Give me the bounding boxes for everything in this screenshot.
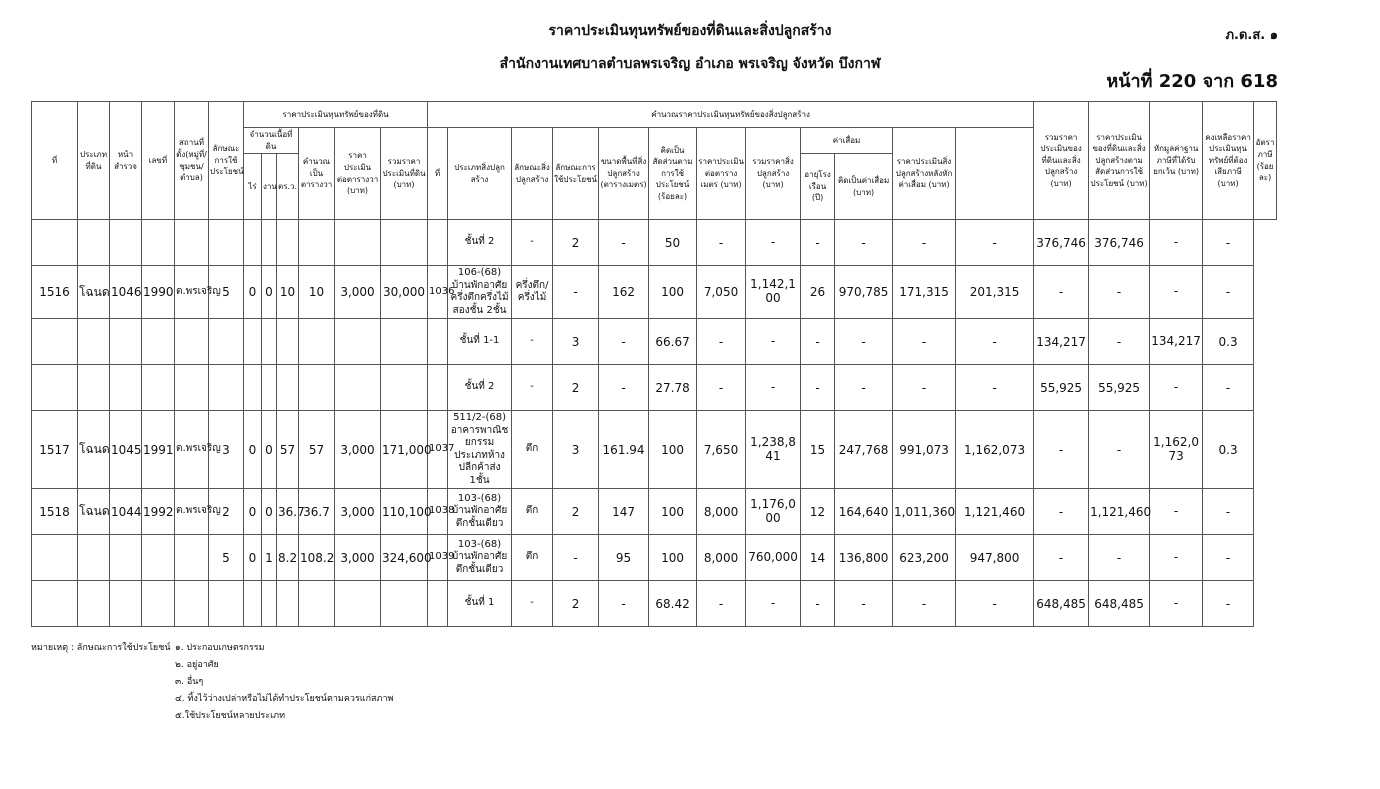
- cell-depr-amount: 164,640: [835, 489, 893, 535]
- group-building-value: คำนวณราคาประเมินทุนทรัพย์ของสิ่งปลูกสร้าง: [428, 102, 1034, 128]
- cell-land-total: [381, 220, 428, 266]
- cell-bldg-no: 1039: [428, 535, 448, 581]
- cell-bldg-after-depr: -: [893, 581, 956, 627]
- col-calc-sqwa: คำนวณเป็นตารางวา: [299, 128, 335, 220]
- cell-bldg-kind: ตึก: [512, 535, 553, 581]
- table-row: [32, 319, 1277, 365]
- cell-no: 1517: [32, 411, 78, 489]
- cell-survey-page: 1045: [110, 411, 142, 489]
- cell-depr-amount: 247,768: [835, 411, 893, 489]
- cell-location: [175, 535, 209, 581]
- cell-bldg-no: [428, 365, 448, 411]
- cell-tax-rate: -: [1203, 266, 1254, 319]
- cell-sqwa: [277, 220, 299, 266]
- col-land-type: ประเภทที่ดิน: [78, 102, 110, 220]
- note-row: [31, 657, 393, 674]
- cell-bldg-kind: -: [512, 365, 553, 411]
- col-price-per-sqwa: ราคาประเมินต่อตารางวา (บาท): [335, 128, 381, 220]
- cell-land-type: โฉนด: [78, 489, 110, 535]
- cell-total-land-bldg: -: [956, 365, 1034, 411]
- cell-land-total: [381, 581, 428, 627]
- col-exemption: หักมูลค่าฐานภาษีที่ได้รับยกเว้น (บาท): [1150, 102, 1203, 220]
- cell-location: ต.พรเจริญ: [175, 266, 209, 319]
- cell-land-total: 110,100: [381, 489, 428, 535]
- cell-sqwa: [277, 365, 299, 411]
- cell-sqwa: [277, 581, 299, 627]
- cell-bldg-area: 95: [599, 535, 649, 581]
- col-building-kind: ลักษณะสิ่งปลูกสร้าง: [512, 128, 553, 220]
- cell-price-per-sqwa: 3,000: [335, 411, 381, 489]
- cell-land-type: [78, 365, 110, 411]
- cell-usage-pct: 68.42: [649, 581, 697, 627]
- cell-remaining: -: [1150, 365, 1203, 411]
- cell-location: [175, 581, 209, 627]
- cell-bldg-no: 1038: [428, 489, 448, 535]
- col-sqwa: ตร.ว.: [277, 154, 299, 220]
- cell-sqwa: 36.7: [277, 489, 299, 535]
- cell-location: [175, 220, 209, 266]
- cell-survey-page: 1044: [110, 489, 142, 535]
- cell-survey-page: [110, 365, 142, 411]
- cell-ngan: [262, 319, 277, 365]
- cell-calc-sqwa: 10: [299, 266, 335, 319]
- cell-bldg-type: ชั้นที่ 2: [448, 365, 512, 411]
- cell-bldg-area: 147: [599, 489, 649, 535]
- cell-age: 26: [801, 266, 835, 319]
- cell-exemption: -: [1089, 411, 1150, 489]
- cell-bldg-kind: -: [512, 581, 553, 627]
- cell-number: 1992: [142, 489, 175, 535]
- cell-bldg-total: -: [746, 220, 801, 266]
- cell-survey-page: 1046: [110, 266, 142, 319]
- cell-age: -: [801, 220, 835, 266]
- cell-number: 1991: [142, 411, 175, 489]
- cell-bldg-after-depr: 991,073: [893, 411, 956, 489]
- cell-age: -: [801, 319, 835, 365]
- cell-price-per-sqwa: [335, 581, 381, 627]
- cell-bldg-after-depr: -: [893, 365, 956, 411]
- col-building-area: ขนาดพื้นที่สิ่งปลูกสร้าง (ตารางเมตร): [599, 128, 649, 220]
- cell-land-total: [381, 319, 428, 365]
- cell-usage-pct: 27.78: [649, 365, 697, 411]
- cell-exemption: -: [1089, 266, 1150, 319]
- cell-price-per-sqwa: [335, 319, 381, 365]
- cell-total-land-bldg: 947,800: [956, 535, 1034, 581]
- cell-bldg-usage: 2: [553, 220, 599, 266]
- cell-land-total: 30,000: [381, 266, 428, 319]
- cell-bldg-type: 103-(68) บ้านพักอาศัยตึกชั้นเดียว: [448, 489, 512, 535]
- cell-no: [32, 581, 78, 627]
- table-row: [32, 266, 1277, 319]
- table-row: [32, 220, 1277, 266]
- cell-price-per-sqm: -: [697, 319, 746, 365]
- cell-bldg-after-depr: 171,315: [893, 266, 956, 319]
- cell-survey-page: [110, 220, 142, 266]
- cell-usage-pct: 66.67: [649, 319, 697, 365]
- col-usage: ลักษณะการใช้ประโยชน์: [209, 102, 244, 220]
- cell-depr-amount: -: [835, 319, 893, 365]
- cell-bldg-total: -: [746, 319, 801, 365]
- cell-age: 15: [801, 411, 835, 489]
- cell-bldg-kind: ตึก: [512, 411, 553, 489]
- cell-ngan: [262, 365, 277, 411]
- cell-age: -: [801, 365, 835, 411]
- cell-land-type: โฉนด: [78, 411, 110, 489]
- report-title: ราคาประเมินทุนทรัพย์ของที่ดินและสิ่งปลูกสร้าง: [548, 23, 832, 39]
- table-row: [32, 535, 1277, 581]
- cell-usage-pct: 100: [649, 535, 697, 581]
- cell-sqwa: 10: [277, 266, 299, 319]
- col-price-per-sqm: ราคาประเมินต่อตารางเมตร (บาท): [697, 128, 746, 220]
- cell-age: -: [801, 581, 835, 627]
- cell-usage-pct: 100: [649, 266, 697, 319]
- cell-ngan: 0: [262, 266, 277, 319]
- cell-calc-sqwa: [299, 581, 335, 627]
- col-building-total: รวมราคาสิ่งปลูกสร้าง (บาท): [746, 128, 801, 220]
- cell-price-per-sqm: 8,000: [697, 535, 746, 581]
- col-depreciation-amount: คิดเป็นค่าเสื่อม (บาท): [835, 154, 893, 220]
- cell-bldg-no: 1036: [428, 266, 448, 319]
- cell-bldg-total: 1,176,000: [746, 489, 801, 535]
- cell-bldg-usage: -: [553, 266, 599, 319]
- cell-no: [32, 220, 78, 266]
- cell-bldg-area: -: [599, 365, 649, 411]
- cell-price-per-sqm: -: [697, 220, 746, 266]
- cell-no: 1518: [32, 489, 78, 535]
- note-item: ๓. อื่นๆ: [175, 677, 204, 687]
- cell-exemption: 648,485: [1089, 581, 1150, 627]
- cell-bldg-area: -: [599, 581, 649, 627]
- cell-depr-amount: 970,785: [835, 266, 893, 319]
- cell-land-total: 324,600: [381, 535, 428, 581]
- cell-no: [32, 535, 78, 581]
- cell-location: ต.พรเจริญ: [175, 489, 209, 535]
- cell-bldg-usage: 3: [553, 411, 599, 489]
- cell-usage-pct: 50: [649, 220, 697, 266]
- cell-calc-sqwa: [299, 319, 335, 365]
- col-location: สถานที่ตั้ง(หมู่ที่/ชุมชน/ตำบล): [175, 102, 209, 220]
- cell-bldg-kind: ครึ่งตึก/ครึ่งไม้: [512, 266, 553, 319]
- cell-calc-sqwa: [299, 220, 335, 266]
- cell-bldg-type: ชั้นที่ 1-1: [448, 319, 512, 365]
- cell-bldg-after-depr: -: [893, 319, 956, 365]
- cell-calc-sqwa: 57: [299, 411, 335, 489]
- cell-bldg-usage: 2: [553, 365, 599, 411]
- cell-ngan: 0: [262, 489, 277, 535]
- col-building-after-depreciation: ราคาประเมินสิ่งปลูกสร้างหลังหักค่าเสื่อม (บาท): [893, 128, 956, 220]
- col-land-total: รวมราคาประเมินที่ดิน (บาท): [381, 128, 428, 220]
- cell-depr-amount: -: [835, 581, 893, 627]
- group-land-value: ราคาประเมินทุนทรัพย์ของที่ดิน: [244, 102, 428, 128]
- cell-usage: 3: [209, 411, 244, 489]
- cell-ngan: 0: [262, 411, 277, 489]
- cell-bldg-no: [428, 581, 448, 627]
- cell-survey-page: [110, 581, 142, 627]
- notes-section: [31, 640, 393, 725]
- cell-no: [32, 319, 78, 365]
- cell-price-per-sqwa: [335, 365, 381, 411]
- cell-by-usage-price: 134,217: [1034, 319, 1089, 365]
- cell-remaining: 1,162,073: [1150, 411, 1203, 489]
- cell-bldg-type: 106-(68) บ้านพักอาศัยครึ่งตึกครึ่งไม้สองชั้น 2ชั้น: [448, 266, 512, 319]
- cell-calc-sqwa: [299, 365, 335, 411]
- cell-depr-amount: -: [835, 365, 893, 411]
- table-row: [32, 411, 1277, 489]
- cell-by-usage-price: -: [1034, 266, 1089, 319]
- table-row: [32, 365, 1277, 411]
- cell-number: [142, 319, 175, 365]
- cell-tax-rate: 0.3: [1203, 319, 1254, 365]
- cell-bldg-area: -: [599, 220, 649, 266]
- cell-by-usage-price: -: [1034, 535, 1089, 581]
- cell-rai: 0: [244, 535, 262, 581]
- col-ngan: งาน: [262, 154, 277, 220]
- cell-land-type: [78, 581, 110, 627]
- cell-bldg-after-depr: -: [893, 220, 956, 266]
- cell-survey-page: [110, 535, 142, 581]
- cell-exemption: 376,746: [1089, 220, 1150, 266]
- cell-number: [142, 220, 175, 266]
- cell-exemption: -: [1089, 319, 1150, 365]
- cell-location: [175, 319, 209, 365]
- cell-rai: [244, 319, 262, 365]
- cell-price-per-sqm: 8,000: [697, 489, 746, 535]
- cell-remaining: 134,217: [1150, 319, 1203, 365]
- cell-usage: 5: [209, 266, 244, 319]
- note-row: [31, 691, 393, 708]
- cell-no: [32, 365, 78, 411]
- cell-number: [142, 365, 175, 411]
- note-item: ๒. อยู่อาศัย: [175, 660, 219, 670]
- cell-bldg-usage: -: [553, 535, 599, 581]
- cell-by-usage-price: 376,746: [1034, 220, 1089, 266]
- cell-sqwa: [277, 319, 299, 365]
- cell-bldg-area: 162: [599, 266, 649, 319]
- assessment-table: [31, 101, 1277, 627]
- cell-price-per-sqwa: [335, 220, 381, 266]
- col-usage-percent: คิดเป็นสัดส่วนตามการใช้ประโยชน์ (ร้อยละ): [649, 128, 697, 220]
- cell-exemption: 1,121,460: [1089, 489, 1150, 535]
- cell-by-usage-price: -: [1034, 489, 1089, 535]
- group-land-area: จำนวนเนื้อที่ดิน: [244, 128, 299, 154]
- cell-age: 14: [801, 535, 835, 581]
- cell-price-per-sqm: -: [697, 581, 746, 627]
- col-age: อายุโรงเรือน (ปี): [801, 154, 835, 220]
- cell-total-land-bldg: 201,315: [956, 266, 1034, 319]
- col-by-usage-price: ราคาประเมินของที่ดินและสิ่งปลูกสร้างตามสัดส่วนการใช้ประโยชน์ (บาท): [1089, 102, 1150, 220]
- office-name: สำนักงานเทศบาลตำบลพรเจริญ อำเภอ พรเจริญ จังหวัด บึงกาฬ: [499, 56, 881, 72]
- cell-price-per-sqwa: 3,000: [335, 266, 381, 319]
- cell-land-type: [78, 319, 110, 365]
- cell-by-usage-price: 55,925: [1034, 365, 1089, 411]
- cell-number: [142, 581, 175, 627]
- cell-ngan: [262, 220, 277, 266]
- cell-tax-rate: 0.3: [1203, 411, 1254, 489]
- cell-sqwa: 8.2: [277, 535, 299, 581]
- cell-price-per-sqm: 7,050: [697, 266, 746, 319]
- note-row: [31, 708, 393, 725]
- cell-rai: 0: [244, 489, 262, 535]
- cell-land-type: โฉนด: [78, 266, 110, 319]
- col-building-usage: ลักษณะการใช้ประโยชน์: [553, 128, 599, 220]
- cell-land-type: [78, 535, 110, 581]
- cell-calc-sqwa: 108.2: [299, 535, 335, 581]
- cell-bldg-total: -: [746, 365, 801, 411]
- cell-tax-rate: -: [1203, 489, 1254, 535]
- cell-land-type: [78, 220, 110, 266]
- cell-usage: [209, 581, 244, 627]
- cell-survey-page: [110, 319, 142, 365]
- cell-remaining: -: [1150, 489, 1203, 535]
- cell-bldg-no: [428, 319, 448, 365]
- cell-tax-rate: -: [1203, 581, 1254, 627]
- cell-bldg-no: 1037: [428, 411, 448, 489]
- cell-land-total: [381, 365, 428, 411]
- cell-total-land-bldg: -: [956, 220, 1034, 266]
- cell-age: 12: [801, 489, 835, 535]
- cell-ngan: 1: [262, 535, 277, 581]
- cell-bldg-type: ชั้นที่ 2: [448, 220, 512, 266]
- cell-rai: [244, 365, 262, 411]
- cell-bldg-usage: 2: [553, 581, 599, 627]
- note-item: ๔. ทิ้งไว้ว่างเปล่าหรือไม่ได้ทำประโยชน์ตามควรแก่สภาพ: [175, 694, 394, 704]
- cell-bldg-kind: -: [512, 319, 553, 365]
- cell-usage-pct: 100: [649, 411, 697, 489]
- cell-bldg-type: 103-(68) บ้านพักอาศัยตึกชั้นเดียว: [448, 535, 512, 581]
- table-body: [32, 220, 1277, 627]
- cell-number: 1990: [142, 266, 175, 319]
- cell-usage: [209, 220, 244, 266]
- cell-depr-amount: -: [835, 220, 893, 266]
- table-row: [32, 489, 1277, 535]
- cell-bldg-type: 511/2-(68) อาคารพาณิชยกรรม ประเภทห้างปลีกค้าส่ง 1ชั้น: [448, 411, 512, 489]
- cell-remaining: -: [1150, 266, 1203, 319]
- cell-remaining: -: [1150, 581, 1203, 627]
- page-number: หน้าที่ 220 จาก 618: [1106, 71, 1278, 92]
- cell-usage: [209, 365, 244, 411]
- cell-number: [142, 535, 175, 581]
- cell-usage: 2: [209, 489, 244, 535]
- cell-usage: 5: [209, 535, 244, 581]
- cell-price-per-sqwa: 3,000: [335, 489, 381, 535]
- cell-usage-pct: 100: [649, 489, 697, 535]
- col-remaining: คงเหลือราคาประเมินทุนทรัพย์ที่ต้องเสียภาษี (บาท): [1203, 102, 1254, 220]
- cell-calc-sqwa: 36.7: [299, 489, 335, 535]
- cell-bldg-after-depr: 1,011,360: [893, 489, 956, 535]
- col-number: เลขที่: [142, 102, 175, 220]
- cell-location: [175, 365, 209, 411]
- notes-prefix: หมายเหตุ : ลักษณะการใช้ประโยชน์: [31, 643, 171, 653]
- cell-exemption: -: [1089, 535, 1150, 581]
- col-total-land-building: รวมราคาประเมินของที่ดินและสิ่งปลูกสร้าง (บาท): [1034, 102, 1089, 220]
- note-row: [31, 640, 393, 657]
- cell-price-per-sqwa: 3,000: [335, 535, 381, 581]
- cell-remaining: -: [1150, 220, 1203, 266]
- form-code: ภ.ด.ส. ๑: [1225, 28, 1278, 43]
- cell-remaining: -: [1150, 535, 1203, 581]
- col-no: ที่: [32, 102, 78, 220]
- cell-total-land-bldg: -: [956, 319, 1034, 365]
- col-building-type: ประเภทสิ่งปลูกสร้าง: [448, 128, 512, 220]
- cell-bldg-usage: 2: [553, 489, 599, 535]
- cell-no: 1516: [32, 266, 78, 319]
- cell-ngan: [262, 581, 277, 627]
- cell-exemption: 55,925: [1089, 365, 1150, 411]
- cell-bldg-after-depr: 623,200: [893, 535, 956, 581]
- cell-price-per-sqm: -: [697, 365, 746, 411]
- note-item: ๕.ใช้ประโยชน์หลายประเภท: [175, 711, 286, 721]
- cell-rai: 0: [244, 411, 262, 489]
- cell-depr-amount: 136,800: [835, 535, 893, 581]
- cell-bldg-total: -: [746, 581, 801, 627]
- cell-rai: 0: [244, 266, 262, 319]
- cell-bldg-kind: ตึก: [512, 489, 553, 535]
- cell-bldg-type: ชั้นที่ 1: [448, 581, 512, 627]
- cell-total-land-bldg: 1,121,460: [956, 489, 1034, 535]
- cell-sqwa: 57: [277, 411, 299, 489]
- cell-total-land-bldg: -: [956, 581, 1034, 627]
- cell-bldg-no: [428, 220, 448, 266]
- cell-location: ต.พรเจริญ: [175, 411, 209, 489]
- col-rai: ไร่: [244, 154, 262, 220]
- cell-usage: [209, 319, 244, 365]
- note-row: [31, 674, 393, 691]
- cell-bldg-total: 1,142,100: [746, 266, 801, 319]
- cell-tax-rate: -: [1203, 220, 1254, 266]
- cell-tax-rate: -: [1203, 535, 1254, 581]
- col-survey-page: หน้าสำรวจ: [110, 102, 142, 220]
- col-building-no: ที่: [428, 128, 448, 220]
- group-depreciation: ค่าเสื่อม: [801, 128, 893, 154]
- cell-bldg-area: -: [599, 319, 649, 365]
- cell-land-total: 171,000: [381, 411, 428, 489]
- table-row: [32, 581, 1277, 627]
- cell-bldg-kind: -: [512, 220, 553, 266]
- cell-tax-rate: -: [1203, 365, 1254, 411]
- cell-by-usage-price: -: [1034, 411, 1089, 489]
- col-tax-rate: อัตราภาษี (ร้อยละ): [1254, 102, 1277, 220]
- cell-total-land-bldg: 1,162,073: [956, 411, 1034, 489]
- cell-rai: [244, 220, 262, 266]
- cell-bldg-area: 161.94: [599, 411, 649, 489]
- cell-bldg-total: 760,000: [746, 535, 801, 581]
- cell-rai: [244, 581, 262, 627]
- cell-bldg-total: 1,238,841: [746, 411, 801, 489]
- note-item: ๑. ประกอบเกษตรกรรม: [175, 643, 265, 653]
- cell-bldg-usage: 3: [553, 319, 599, 365]
- cell-price-per-sqm: 7,650: [697, 411, 746, 489]
- cell-by-usage-price: 648,485: [1034, 581, 1089, 627]
